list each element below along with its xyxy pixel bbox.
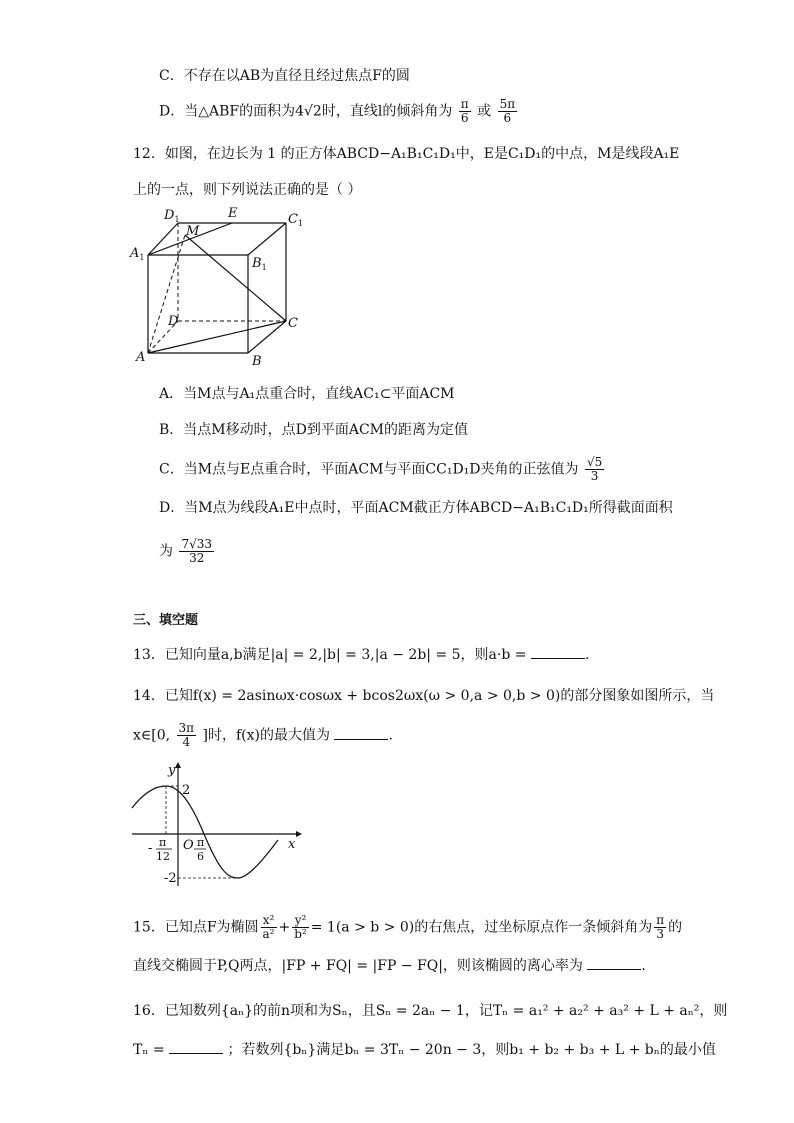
fraction-5pi-6: $\frac{5\pi}{6}$ bbox=[499, 97, 516, 125]
graph-x-neg-num: π bbox=[159, 836, 167, 849]
fraction-sqrt5-3: $\frac{√5}{3}$ bbox=[586, 455, 603, 483]
q12-stem-line2: 上的一点，则下列说法正确的是（ ） bbox=[133, 182, 362, 198]
graph-x-neg-den: 12 bbox=[156, 850, 170, 863]
q13-text: 13．已知向量a,b满足|a| = 2,|b| = 3,|a − 2b| = 5，则a·b = bbox=[133, 647, 527, 663]
graph-x-neg-sign: - bbox=[148, 841, 153, 856]
q15-stem-line2 bbox=[133, 956, 646, 976]
q11-option-c: C．不存在以AB为直径且经过焦点F的圆 bbox=[159, 68, 410, 84]
fraction-pi-3: $\frac{\pi}{3}$ bbox=[656, 913, 665, 941]
q15-text-d: 直线交椭圆于P,Q两点，|FP + FQ| = |FP − FQ|，则该椭圆的离心率为 bbox=[133, 958, 583, 974]
cube-figure bbox=[128, 205, 308, 370]
q14-period: . bbox=[388, 727, 393, 744]
fraction-y2-b2: $\frac{\text{y²}}{\text{b²}}$ bbox=[294, 913, 307, 941]
q16-text-b: ；若数列{bₙ}满足bₙ = 3Tₙ − 20n − 3，则b₁ + b₂ + b₃ + L + bₙ的最小值 bbox=[227, 1042, 716, 1058]
graph-y-max: 2 bbox=[182, 783, 191, 798]
q13-stem bbox=[133, 645, 589, 665]
graph-y-label: y bbox=[168, 763, 176, 778]
label-a: A bbox=[136, 350, 146, 365]
q12-option-c bbox=[159, 456, 606, 483]
q12-option-c-text: C．当M点与E点重合时，平面ACM与平面CC₁D₁D夹角的正弦值为 bbox=[159, 461, 579, 478]
q14-interval-end: ]时，f(x)的最大值为 bbox=[202, 727, 330, 744]
q16-stem-line1: 16．已知数列{aₙ}的前n项和为Sₙ，且Sₙ = 2aₙ − 1，记Tₙ = a₁² + a₂² + a₃² + L + aₙ²，则 bbox=[133, 1003, 728, 1019]
q12-stem-line1: 12．如图，在边长为 1 的正方体ABCD−A₁B₁C₁D₁中，E是C₁D₁的中点，M是线段A₁E bbox=[133, 146, 680, 162]
q15-text-c: 的 bbox=[668, 919, 683, 936]
label-b1: $B_1$ bbox=[252, 256, 267, 272]
label-d1: $D_1$ bbox=[164, 208, 180, 224]
section-title-fill-in: 三、填空题 bbox=[133, 613, 199, 628]
label-b: B bbox=[252, 354, 262, 369]
plus-sign: + bbox=[278, 919, 291, 936]
q13-answer-blank[interactable] bbox=[531, 646, 585, 659]
graph-x-pos-den: 6 bbox=[197, 850, 204, 863]
q15-text-b: = 1(a > b > 0)的右焦点，过坐标原点作一条倾斜角为 bbox=[310, 919, 653, 936]
label-a1: $A_1$ bbox=[130, 246, 145, 262]
q15-period: . bbox=[641, 958, 646, 974]
q11-option-d-text: D．当△ABF的面积为4√2时，直线l的倾斜角为 bbox=[159, 103, 453, 120]
q11-option-d bbox=[159, 98, 519, 125]
or-text: 或 bbox=[477, 103, 492, 120]
label-m: M bbox=[186, 224, 200, 239]
label-c1: $C_1$ bbox=[288, 212, 304, 228]
label-d: D bbox=[168, 314, 179, 329]
q12-option-d-line1: D．当M点为线段A₁E中点时，平面ACM截正方体ABCD−A₁B₁C₁D₁所得截面面积 bbox=[159, 500, 673, 516]
graph-y-min: -2 bbox=[164, 871, 177, 886]
q14-stem-line1: 14．已知f(x) = 2asinωx·cosωx + bcos2ωx(ω > 0,a > 0,b > 0)的部分图象如图所示，当 bbox=[133, 688, 715, 704]
q15-text-a: 15．已知点F为椭圆 bbox=[133, 919, 259, 936]
fraction-7sqrt33-32: $\frac{7√33}{32}$ bbox=[181, 537, 213, 565]
q14-interval-start: x∈[0, bbox=[133, 727, 171, 744]
q12-option-b: B．当点M移动时，点D到平面ACM的距离为定值 bbox=[159, 422, 469, 438]
graph-x-label: x bbox=[288, 837, 296, 852]
fraction-pi-6: $\frac{\pi}{6}$ bbox=[460, 97, 469, 125]
sine-graph bbox=[128, 760, 304, 890]
graph-origin: O bbox=[183, 838, 194, 853]
q16-stem-line2 bbox=[133, 1040, 716, 1060]
q15-answer-blank[interactable] bbox=[587, 957, 641, 970]
q12-option-d-line2 bbox=[159, 538, 216, 565]
graph-x-pos-num: π bbox=[197, 836, 205, 849]
q16-text-a: Tₙ = bbox=[133, 1042, 165, 1058]
label-e: E bbox=[228, 206, 238, 221]
q13-period: . bbox=[584, 647, 590, 663]
q15-stem-line1 bbox=[133, 914, 682, 941]
q14-answer-blank[interactable] bbox=[334, 727, 388, 740]
q12-option-a: A．当M点与A₁点重合时，直线AC₁⊂平面ACM bbox=[159, 386, 455, 402]
q12-option-d-prefix: 为 bbox=[159, 543, 173, 560]
q16-answer-blank-1[interactable] bbox=[169, 1041, 223, 1054]
label-c: C bbox=[288, 316, 298, 331]
fraction-x2-a2: $\frac{\text{x²}}{\text{a²}}$ bbox=[262, 913, 275, 941]
fraction-3pi-4: $\frac{3\pi}{4}$ bbox=[178, 721, 195, 749]
q14-stem-line2 bbox=[133, 722, 393, 749]
